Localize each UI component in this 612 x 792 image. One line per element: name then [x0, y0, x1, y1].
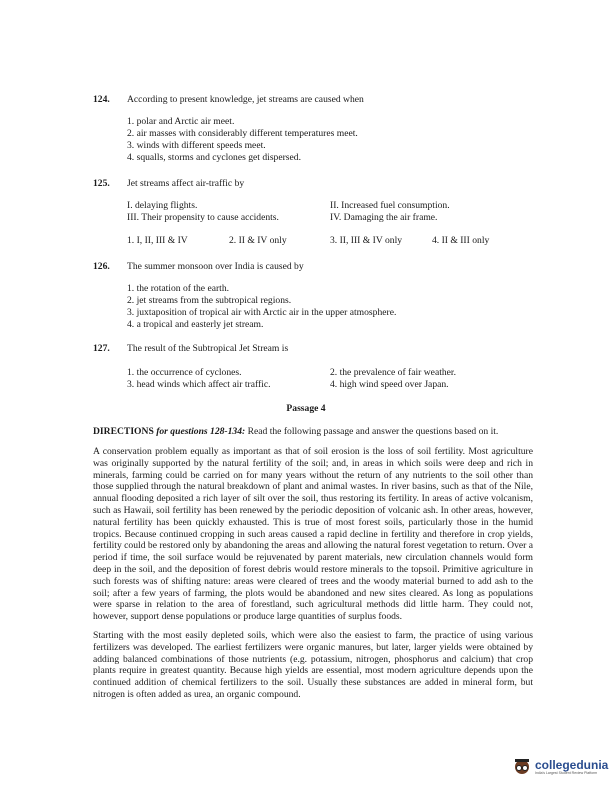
- option: 1. polar and Arctic air meet.: [127, 116, 235, 127]
- question-text: The result of the Subtropical Jet Stream is: [127, 343, 289, 354]
- question-number: 126.: [93, 261, 110, 272]
- logo-name: collegedunia: [535, 758, 609, 772]
- question-number: 124.: [93, 94, 110, 105]
- option: 3. head winds which affect air traffic.: [127, 379, 271, 390]
- directions-text: Read the following passage and answer the questions based on it.: [247, 426, 499, 437]
- statement: I. delaying flights.: [127, 200, 198, 211]
- question-text: The summer monsoon over India is caused by: [127, 261, 304, 272]
- option: 1. I, II, III & IV: [127, 235, 188, 246]
- option: 4. a tropical and easterly jet stream.: [127, 319, 264, 330]
- passage-title: Passage 4: [286, 403, 326, 414]
- statement: III. Their propensity to cause accidents.: [127, 212, 279, 223]
- option: 4. squalls, storms and cyclones get dispersed.: [127, 152, 301, 163]
- collegedunia-logo: [512, 757, 608, 777]
- question-number: 125.: [93, 178, 110, 189]
- option: 1. the rotation of the earth.: [127, 283, 230, 294]
- option: 4. high wind speed over Japan.: [330, 379, 449, 390]
- option: 1. the occurrence of cyclones.: [127, 367, 242, 378]
- mascot-icon: [512, 757, 532, 777]
- question-number: 127.: [93, 343, 110, 354]
- directions-range: for questions 128-134:: [156, 426, 246, 437]
- directions: [93, 426, 533, 438]
- statement: II. Increased fuel consumption.: [330, 200, 450, 211]
- option: 3. II, III & IV only: [330, 235, 403, 246]
- passage-paragraph: Starting with the most easily depleted soils, which were also the easiest to farm, the practice of using various fertilizers was developed. The earliest fertilizers were organic manures, but later, larger yields were obtained by adding balanced combinations of those nutrients (e.g. potassium, nitrogen, phosphorus and calcium) that crop plants require in greatest quantity. Because high yields are essential, most modern agriculture depends upon the continued addition of chemical fertilizers to the soil. Usually these substances are added in mineral form, but nitrogen is often added as urea, an organic compound.: [93, 630, 533, 700]
- option: 3. winds with different speeds meet.: [127, 140, 266, 151]
- passage-paragraph: A conservation problem equally as important as that of soil erosion is the loss of soil fertility. Most agriculture was originally supported by the natural fertility of the soil; and, in areas in which soils were deep and rich in minerals, farming could be carried on for many years without the return of any nutrients to the soil other than those supplied through the natural breakdown of plant and animal wastes. In river basins, such as that of the Nile, annual flooding deposited a rich layer of silt over the soil, thus restoring its fertility. In areas of active volcanism, such as Hawaii, soil fertility has been renewed by the periodic deposition of volcanic ash. In other areas, however, natural fertility has been quickly exhausted. This is true of most forest soils, particularly those in the humid tropics. Because continued cropping in such areas caused a rapid decline in fertility and therefore in crop yields, fertility could be restored only by abandoning the areas and allowing the natural forest vegetation to return. Over a period if time, the soil surface would be rejuvenated by parent materials, new circulation channels would form deep in the soil, and the deposition of forest debris would restore minerals to the topsoil. Primitive agriculture in such forests was of shifting nature: areas were cleared of trees and the woody material burned to add ash to the soil; after a few years of farming, the plots would be abandoned and new sites cleared. As long as populations were sparse in relation to the area of forestland, such agricultural methods did little harm. They could not, however, support dense populations or produce large quantities of surplus foods.: [93, 446, 533, 623]
- logo-tagline: India's Largest Student Review Platform: [535, 771, 598, 775]
- option: 4. II & III only: [432, 235, 490, 246]
- directions-label: DIRECTIONS: [93, 426, 154, 437]
- option: 2. the prevalence of fair weather.: [330, 367, 456, 378]
- option: 2. II & IV only: [229, 235, 287, 246]
- statement: IV. Damaging the air frame.: [330, 212, 438, 223]
- option: 3. juxtaposition of tropical air with Arctic air in the upper atmosphere.: [127, 307, 397, 318]
- question-text: According to present knowledge, jet streams are caused when: [127, 94, 364, 105]
- option: 2. jet streams from the subtropical regions.: [127, 295, 292, 306]
- question-text: Jet streams affect air-traffic by: [127, 178, 245, 189]
- option: 2. air masses with considerably different temperatures meet.: [127, 128, 358, 139]
